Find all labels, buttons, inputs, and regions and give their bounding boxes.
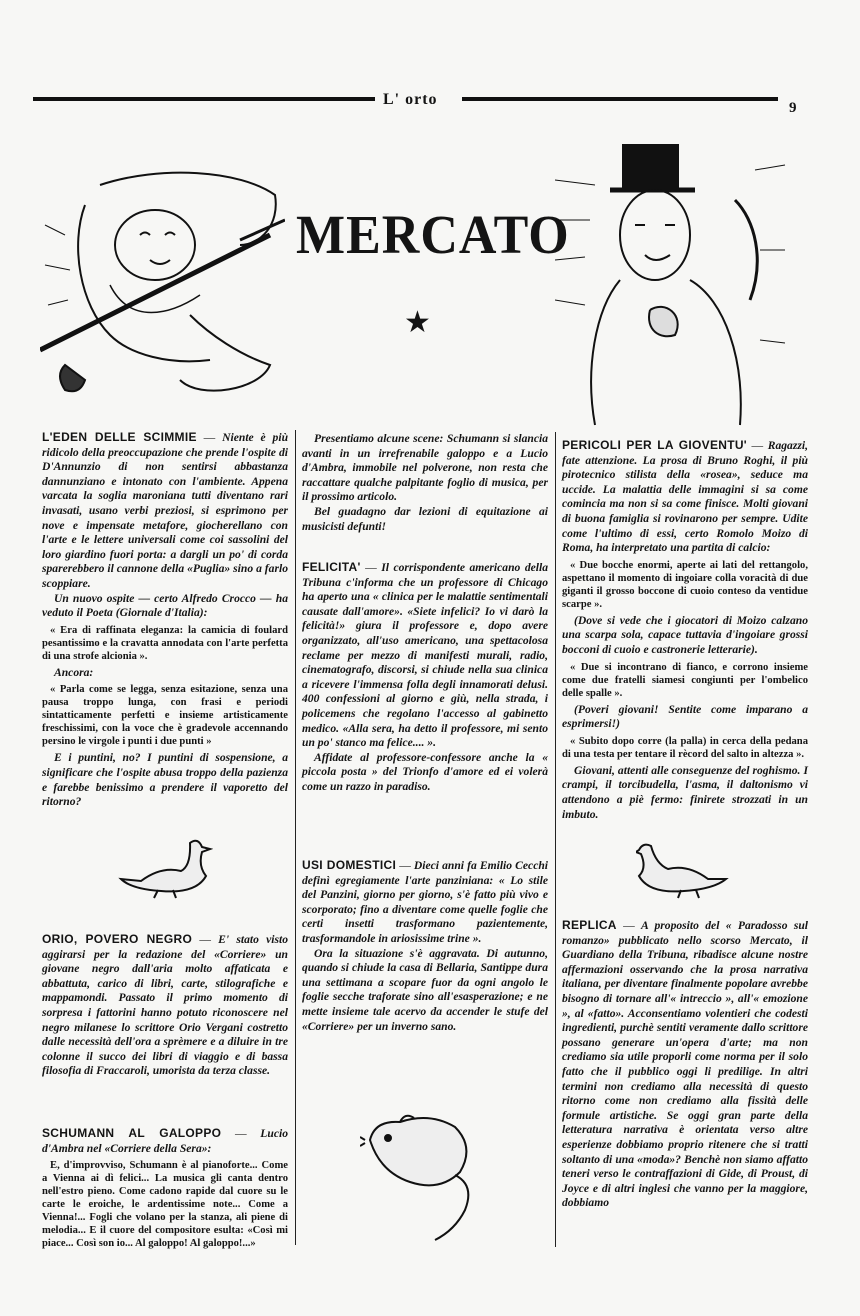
article-heading: FELICITA' bbox=[302, 560, 361, 574]
article-text: A proposito del « Paradosso sul romanzo» pubblicato nello scorso Mercato, il Guardiano della Tribuna, ribadisce alcune nostre affermazioni osservando che la prosa narrativa italiana, per diventare finalmente popolare avrebbe bisogno di tornare all'« intreccio », all'« emozione », al «fatto». Acconsentiamo volentieri che codesti ingredienti, purchè sentiti veramente dallo scrittore possano generare un'opera d'arte; ma non crediamo sia utile proporli come norma per il solo fatto che il pubblico oggi li predilige. In altri termini non crediamo alla necessità di questo ritorno come non crediamo alla fissità delle formule artistiche. Se oggi gran parte della letteratura narrativa è orientata verso altre esperienze dobbiamo proprio ritenere che si tratti soltanto di una «moda»? Benchè non siamo affatto teneri verso le contraffazioni di Gide, di Proust, di Joyce e di altri inglesi che vanno per la maggiore, dobbiamo bbox=[562, 919, 809, 1210]
dash: — bbox=[192, 933, 219, 946]
dash: — bbox=[616, 919, 642, 932]
article-heading: ORIO, POVERO NEGRO bbox=[42, 932, 193, 946]
duck-illustration bbox=[636, 840, 731, 900]
quote: « Due bocche enormi, aperte ai lati del rettangolo, aspettano il momento di ingoiare colla voracità di due giganti il grosso boccone di cuoio conteso da ventidue scarpe ». bbox=[562, 559, 808, 610]
article-heading: USI DOMESTICI bbox=[302, 858, 397, 872]
column-divider bbox=[295, 430, 296, 1245]
star-ornament-icon: ★ bbox=[404, 306, 431, 339]
article-text: Lucio d'Ambra nel «Corriere della Sera»: bbox=[42, 1127, 288, 1155]
quote: « Parla come se legga, senza esitazione, senza una pausa troppo lunga, con frasi e periodi sintatticamente perfetti e insieme artisticamente freschissimi, con la voce che è gradevole accennando persino le virgole i punti i due punti » bbox=[42, 684, 288, 748]
article-usi-domestici bbox=[302, 858, 548, 1034]
dash: — bbox=[196, 431, 223, 444]
article-text: E i puntini, no? I puntini di sospensione, a significare che l'ospite abusa troppo della pazienza e farebbe benissimo a prendere il vaporetto del ritorno? bbox=[42, 751, 288, 809]
illustration-hunter bbox=[40, 165, 285, 410]
dash: — bbox=[746, 439, 768, 452]
article-text: Dieci anni fa Emilio Cecchi definì egregiamente l'arte panziniana: « Lo stile del Panzini, giorno per giorno, s'è fatto più vivo e scorporato; fino a diventare come quelle foglie che certi insetti trasformano pazientemente, trasformandole in ariosissime trine ». bbox=[302, 859, 549, 945]
dash: — bbox=[221, 1127, 261, 1140]
article-schumann-continued bbox=[302, 432, 548, 534]
article-text: Giovani, attenti alle conseguenze del roghismo. I crampi, il torcibudella, l'asma, il daltonismo vi attendono a piè fermo: finirete strozzati in un imbuto. bbox=[562, 763, 808, 821]
article-heading: PERICOLI PER LA GIOVENTU' bbox=[562, 438, 747, 452]
article-text: Il corrispondente americano della Tribuna c'informa che un professore di Chicago ha aperto una « clinica per le malattie sentimentali causate dall'amore». «Siete infelici? Io vi darò la felicità!» giura il professore e, dopo avere organizzato, all'uso americano, una spettacolosa reclame per mezzo di manifesti murali, radio, cinematografo, discorsi, si chiude nella sua clinica a ricevere l'immensa folla degli innamorati delusi. 400 confessioni al giorno e giù, nella strada, i policemens che regolano l'accesso al gabinetto medico. «Alla sera, ha detto il professore, mi sento un po' stanco ma felice.... ». bbox=[302, 561, 549, 750]
column-divider bbox=[555, 432, 556, 1247]
article-eden-delle-scimmie bbox=[42, 430, 288, 810]
article-text: Presentiamo alcune scene: Schumann si slancia avanti in un irrefrenabile galoppo e a Lucio d'Ambra, immobile nel polverone, non resta che raccattare qualche palpitante foglio di musica, per il prossimo articolo. bbox=[302, 432, 548, 504]
header-rule-left bbox=[33, 97, 375, 101]
article-orio-povero-negro bbox=[42, 932, 288, 1079]
dash: — bbox=[360, 561, 382, 574]
header-rule-right bbox=[462, 97, 778, 101]
mouse-illustration bbox=[360, 1110, 480, 1245]
running-head: L' orto bbox=[383, 91, 438, 108]
article-text: Ragazzi, fate attenzione. La prosa di Bruno Roghi, il più pirotecnico stilista della «rosea», seduce ma uccide. La malattia delle immagini si sa come comincia ma non si sa come finisce. Molti giovani di buona famiglia si rovinarono per sempre. Udite come l'ultimo di essi, certo Romolo Moizo di Roma, ha interpretato una partita di calcio: bbox=[562, 439, 808, 555]
article-text: Niente è più ridicolo della preoccupazione che prende l'ospite di D'Annunzio di non sentirsi abbastanza dannunziano e intonato con l'ambiente. Appena varcata la soglia maroniana tutti diventano rari invasati, usano verbi preziosi, si esprimono per nove e impensate metafore, giocherellano con l'arte e le lettere universali come coi sassolini del loro giardino fuori porta: a dargli un po' di corda sparerebbero il cannone della «Puglia» sino a farlo scoppiare. bbox=[42, 431, 289, 590]
article-heading: SCHUMANN AL GALOPPO bbox=[42, 1126, 222, 1140]
article-heading: L'EDEN DELLE SCIMMIE bbox=[42, 430, 197, 444]
quote: E, d'improvviso, Schumann è al pianoforte... Come a Vienna ai dì felici... La musica gli canta dentro nell'estro pieno. Come cadono rapide dal cuore su le carte le eroiche, le ardentissime note... Come a Vienna!... Fogli che volano per la stanza, ali piene di melodia... E il cuore del compositore esulta: «Così mi piace... Così son io... Al galoppo! Al galoppo!...» bbox=[42, 1160, 288, 1250]
quote: « Subito dopo corre (la palla) in cerca della pedana di una testa per tentare il rècord del salto in altezza ». bbox=[562, 735, 808, 760]
page-number: 9 bbox=[789, 100, 797, 116]
article-schumann-al-galoppo bbox=[42, 1126, 288, 1253]
article-replica bbox=[562, 918, 808, 1211]
article-text: (Poveri giovani! Sentite come imparano a esprimersi!) bbox=[562, 702, 808, 731]
article-felicita bbox=[302, 560, 548, 795]
article-text: (Dove si vede che i giocatori di Moizo calzano una scarpa sola, capace tuttavia d'ingoiare grossi bocconi di cuoio e castronerie letterarie). bbox=[562, 613, 808, 656]
article-text: E' stato visto aggirarsi per la redazione del «Corriere» un giovane negro dall'aria molto affaticata e abbattuta, carico di libri, carte, stilografiche e mappamondi. Passato il primo momento di sorpresa i fattorini hanno potuto riconoscere nel negro milanese lo scrittore Orio Vergani costretto dalle necessità dell'ora a sprèmere e a diluire in tre colonne il succo dei libri di viaggio e di bassa filosofia di Fraccaroli, umorista da terza classe. bbox=[42, 933, 289, 1078]
article-text: Affidate al professore-confessore anche la « piccola posta » del Trionfo d'amore ed ei volerà come un razzo in paradiso. bbox=[302, 750, 548, 793]
page-title: MERCATO bbox=[296, 205, 570, 266]
article-text: Ora la situazione s'è aggravata. Di autunno, quando si chiude la casa di Bellaria, Santippe dura una settimana a scopare fuor da ogni angolo le foglie secche traforate sino all'esasperazione; e ne mette insieme tale acervo da accender le stufe del «Corriere» per un inverno sano. bbox=[302, 946, 548, 1033]
illustration-top-hat-man bbox=[555, 140, 787, 430]
duck-illustration bbox=[118, 835, 213, 900]
article-text: Bel guadagno dar lezioni di equitazione ai musicisti defunti! bbox=[302, 504, 548, 533]
article-heading: REPLICA bbox=[562, 918, 617, 932]
dash: — bbox=[396, 859, 414, 872]
quote: « Era di raffinata eleganza: la camicia di foulard pesantissimo e la cravatta annodata con l'arte perfetta di una strofe alcionia ». bbox=[42, 624, 288, 662]
article-text: Un nuovo ospite — certo Alfredo Crocco — ha veduto il Poeta (Giornale d'Italia): bbox=[42, 591, 288, 620]
article-pericoli-per-la-gioventu bbox=[562, 438, 808, 822]
quote: « Due si incontrano di fianco, e corrono insieme come due fratelli siamesi congiunti per l'ombelico delle spalle ». bbox=[562, 661, 808, 699]
article-text: Ancora: bbox=[54, 665, 94, 679]
